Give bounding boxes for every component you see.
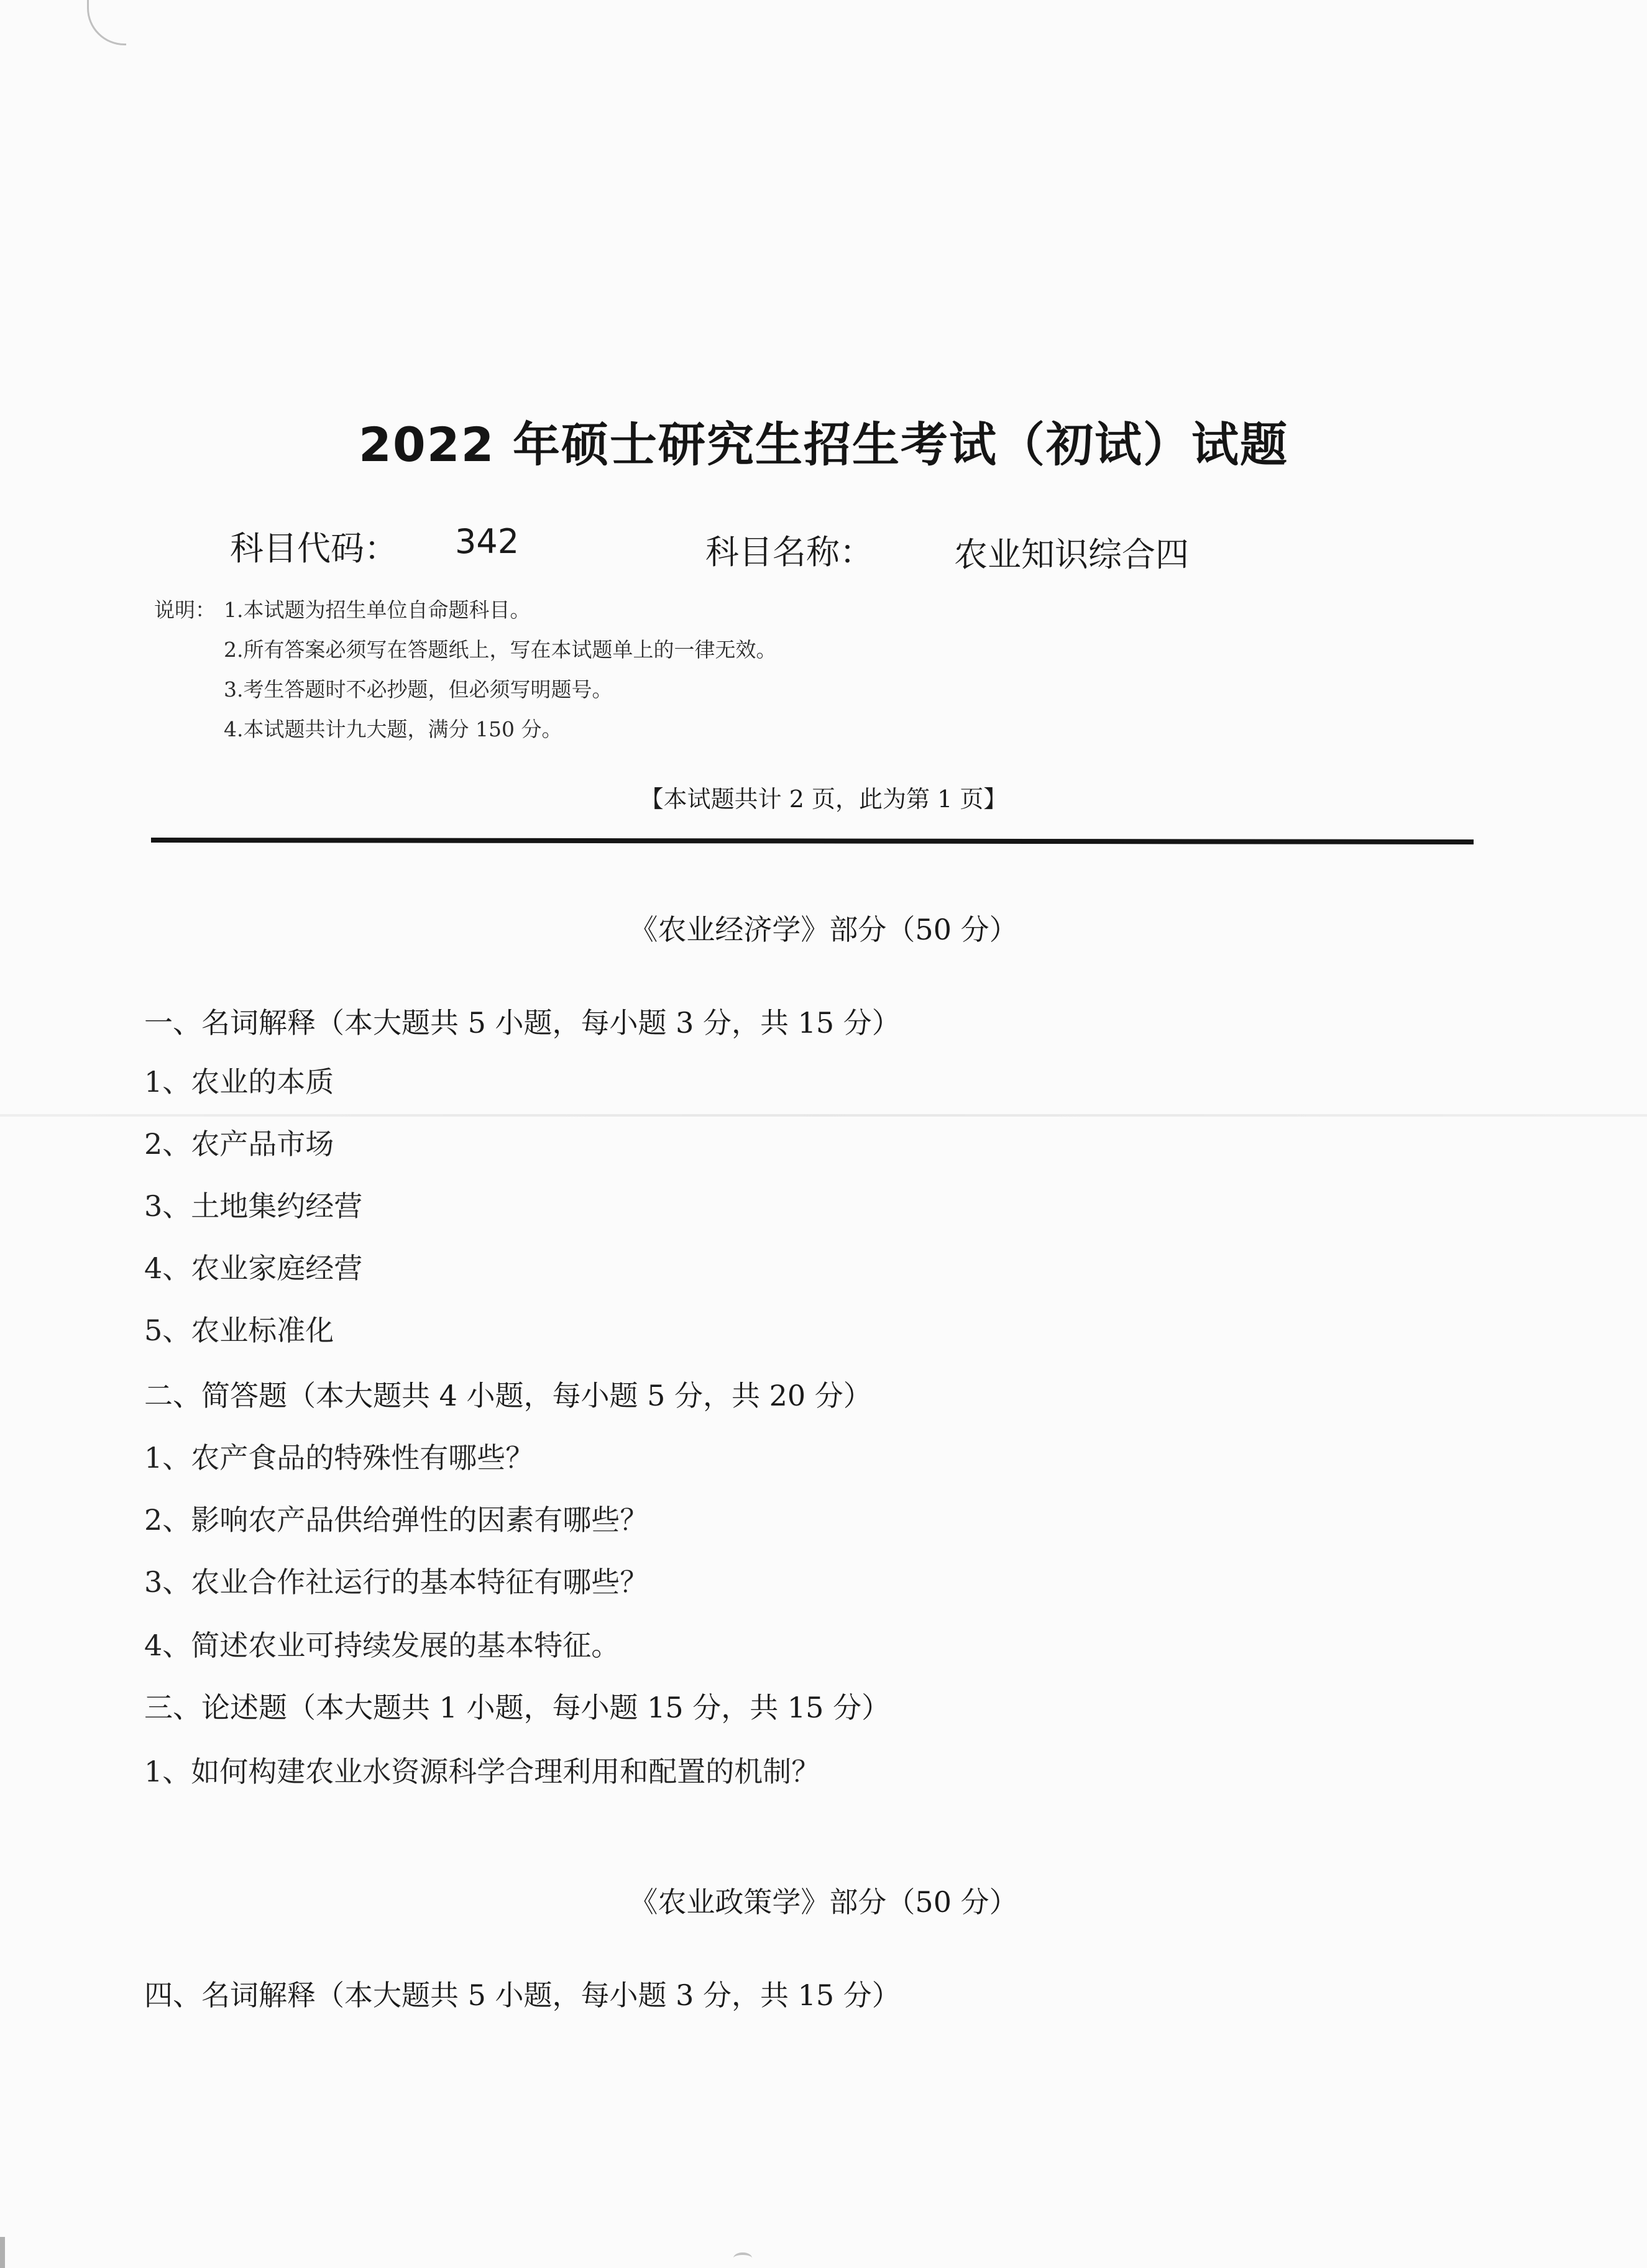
question-item: 1、如何构建农业水资源科学合理利用和配置的机制？	[144, 1755, 820, 1788]
subject-name-label: 科目名称：	[705, 533, 873, 572]
question-item: 3、土地集约经营	[144, 1189, 363, 1223]
scan-smudge-mark	[733, 2252, 752, 2264]
question-item: 4、农业家庭经营	[144, 1251, 363, 1285]
section-heading-agri-economics: 《农业经济学》部分（50 分）	[629, 913, 1018, 946]
scan-edge-mark	[0, 2237, 5, 2268]
exam-title: 2022 年硕士研究生招生考试（初试）试题	[359, 417, 1288, 472]
subject-code-label: 科目代码：	[230, 529, 398, 568]
question-item: 5、农业标准化	[144, 1314, 334, 1347]
subject-code-value: 342	[455, 522, 520, 561]
question-item: 2、影响农产品供给弹性的因素有哪些？	[144, 1503, 649, 1537]
paper-fold-line	[0, 1114, 1647, 1117]
subject-name-value: 农业知识综合四	[954, 535, 1189, 574]
question-item: 2、农产品市场	[144, 1127, 334, 1161]
question-heading-3: 三、论述题（本大题共 1 小题，每小题 15 分，共 15 分）	[144, 1691, 891, 1724]
question-item: 4、简述农业可持续发展的基本特征。	[144, 1629, 620, 1662]
question-heading-1: 一、名词解释（本大题共 5 小题，每小题 3 分，共 15 分）	[144, 1006, 901, 1040]
page-corner-mark	[87, 0, 126, 45]
question-heading-2: 二、简答题（本大题共 4 小题，每小题 5 分，共 20 分）	[144, 1379, 872, 1412]
section-heading-agri-policy: 《农业政策学》部分（50 分）	[629, 1885, 1018, 1919]
header-divider	[151, 838, 1474, 844]
question-item: 1、农业的本质	[144, 1065, 334, 1099]
question-heading-4: 四、名词解释（本大题共 5 小题，每小题 3 分，共 15 分）	[144, 1978, 901, 2012]
question-item: 3、农业合作社运行的基本特征有哪些？	[144, 1565, 649, 1599]
note-item: 4.本试题共计九大题，满分 150 分。	[224, 717, 562, 741]
exam-notes	[154, 590, 777, 749]
note-item: 2.所有答案必须写在答题纸上，写在本试题单上的一律无效。	[224, 638, 777, 662]
note-item: 1.本试题为招生单位自命题科目。	[224, 598, 531, 622]
notes-label: 说明：	[154, 598, 216, 622]
note-item: 3.考生答题时不必抄题，但必须写明题号。	[224, 677, 613, 702]
question-item: 1、农产食品的特殊性有哪些？	[144, 1441, 534, 1475]
page-count-note: 【本试题共计 2 页，此为第 1 页】	[640, 785, 1007, 813]
